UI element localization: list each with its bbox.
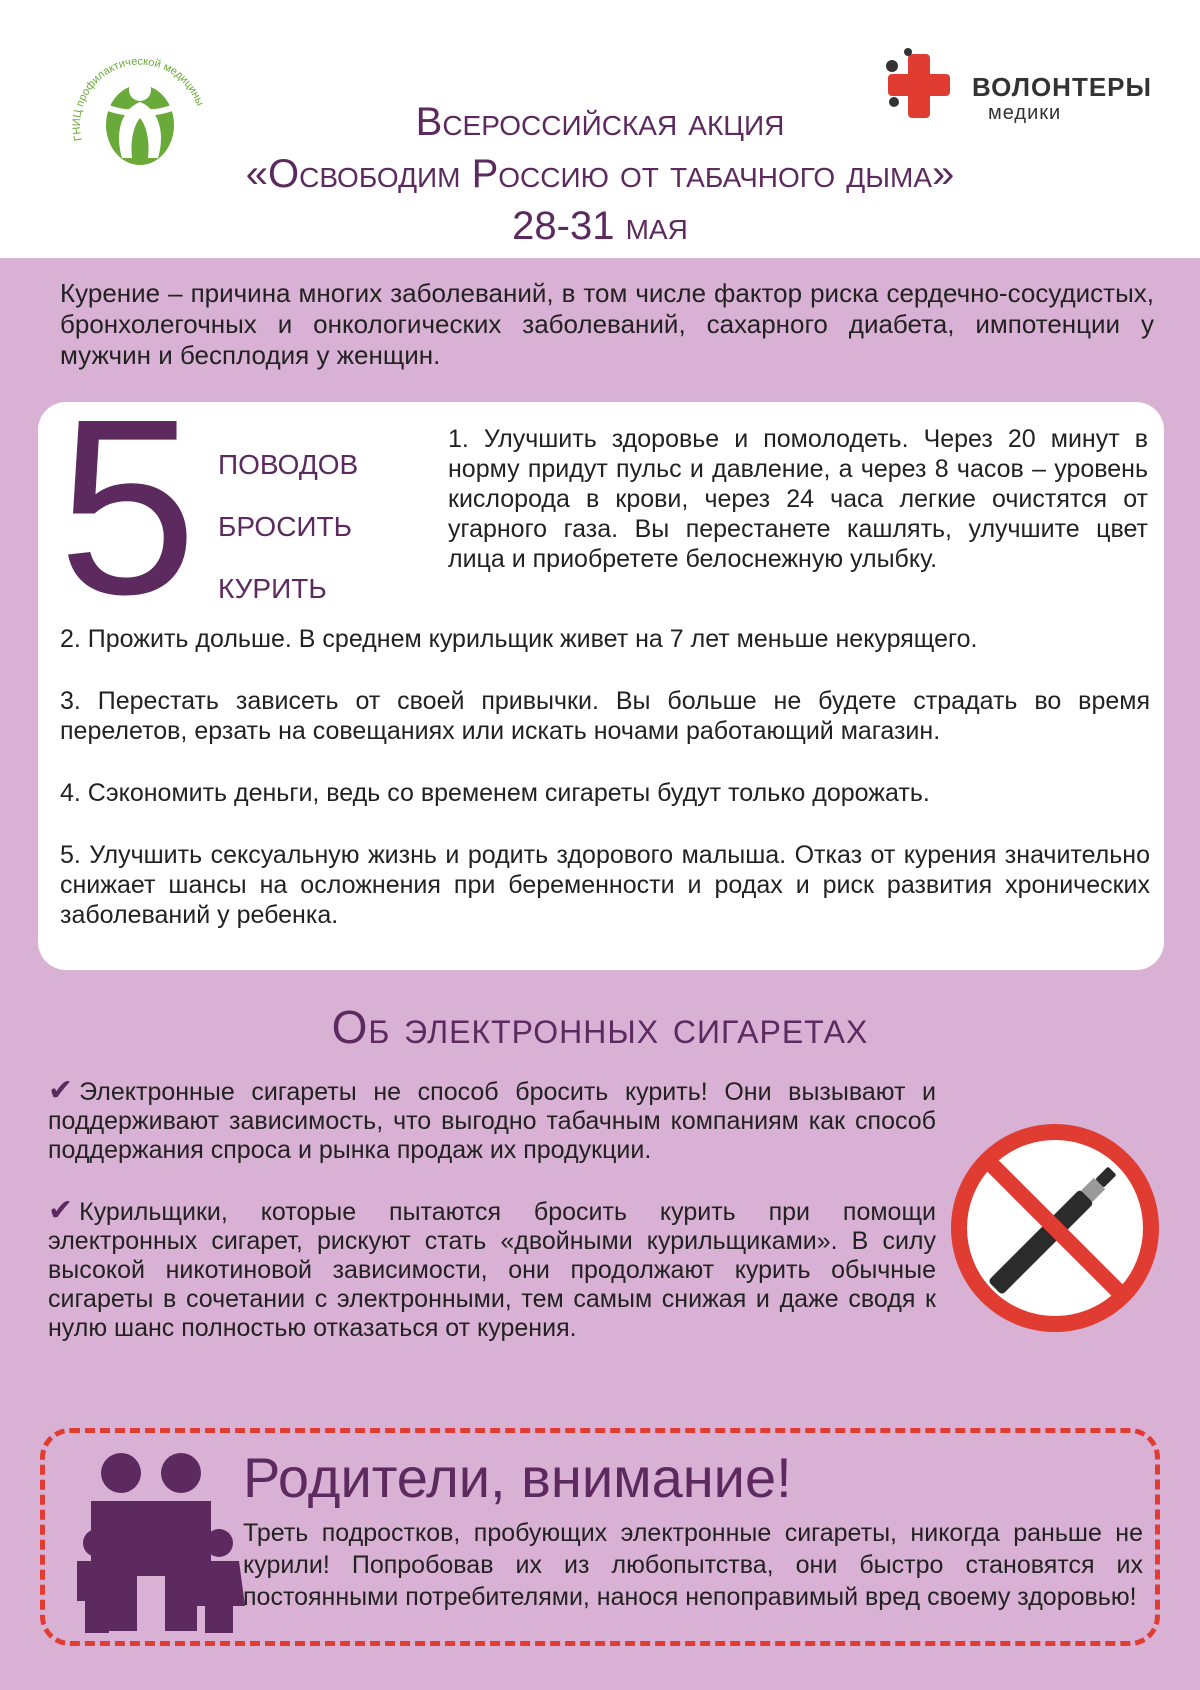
reason-item-2: 2. Прожить дольше. В среднем курильщик живет на 7 лет меньше некурящего. <box>60 625 978 653</box>
title-line-1: Всероссийская акция <box>415 100 785 144</box>
reason-item-5: 5. Улучшить сексуальную жизнь и родить здорового малыша. Отказ от курения значительно снижает шансы на осложнения при беременности и родах и риск развития хронических заболеваний у ребенка. <box>60 841 1150 929</box>
reasons-number: 5 <box>58 367 198 646</box>
ecig-point-2-text: Курильщики, которые пытаются бросить курить при помощи электронных сигарет, рискуют стать «двойными курильщиками». В силу высокой никотиновой зависимости, они продолжают курить обычные сигареты в сочетании с электронными, тем самым снижая и даже сводя к нулю шанс полностью отказаться от курения. <box>48 1198 936 1342</box>
reasons-card <box>38 367 1164 970</box>
ecig-point-1 <box>48 1076 936 1165</box>
reason-item-3: 3. Перестать зависеть от своей привычки. Вы больше не будете страдать во время перелетов, ерзать на совещаниях или искать ночами работающий магазин. <box>60 687 1150 745</box>
ecig-section-title: Об электронных сигаретах <box>331 1001 869 1053</box>
parents-text: Треть подростков, пробующих электронные сигареты, никогда раньше не курили! Попробовав их из любопытства, они быстро становятся их постоянными потребителями, нанося непоправимый вред своему здоровью! <box>243 1519 1143 1611</box>
checkmark-icon: ✔ <box>48 1194 74 1227</box>
family-icon <box>63 1451 253 1636</box>
reasons-heading-line-1: поводов <box>218 439 359 483</box>
no-ecig-icon <box>945 1118 1165 1338</box>
volunteers-title: ВОЛОНТЕРЫ <box>972 72 1152 102</box>
intro-text: Курение – причина многих заболеваний, в том числе фактор риска сердечно-сосудистых, бронхолегочных и онкологических заболеваний, сахарного диабета, импотенции у мужчин и бесплодия у женщин. <box>60 278 1154 370</box>
checkmark-icon: ✔ <box>48 1074 74 1107</box>
reasons-heading <box>218 430 358 616</box>
ecig-point-2 <box>48 1196 936 1343</box>
reason-item-1: 1. Улучшить здоровье и помолодеть. Через 20 минут в норму придут пульс и давление, а через 8 часов – уровень кислорода в крови, через 24 часа легкие очистятся от угарного газа. Вы перестанете кашлять, улучшите цвет лица и приобретете белоснежную улыбку. <box>448 425 1148 573</box>
header <box>0 0 1200 258</box>
parents-title: Родители, внимание! <box>243 1446 792 1509</box>
ecig-point-1-text: Электронные сигареты не способ бросить курить! Они вызывают и поддерживают зависимость, что выгодно табачным компаниям как способ поддержания спроса и рынка продаж их продукции. <box>48 1078 936 1164</box>
parents-warning-box <box>40 1428 1160 1646</box>
reasons-heading-line-2: бросить <box>218 501 353 545</box>
title-line-3: 28-31 мая <box>512 204 688 248</box>
page-title <box>100 96 1100 252</box>
reason-item-4: 4. Сэкономить деньги, ведь со временем сигареты будут только дорожать. <box>60 779 930 807</box>
svg-text:ГНИЦ профилактической медицины: ГНИЦ профилактической медицины <box>70 55 206 142</box>
volunteers-subtitle: медики <box>988 102 1062 124</box>
reasons-heading-line-3: курить <box>218 563 327 607</box>
title-line-2: «Освободим Россию от табачного дыма» <box>245 152 955 196</box>
